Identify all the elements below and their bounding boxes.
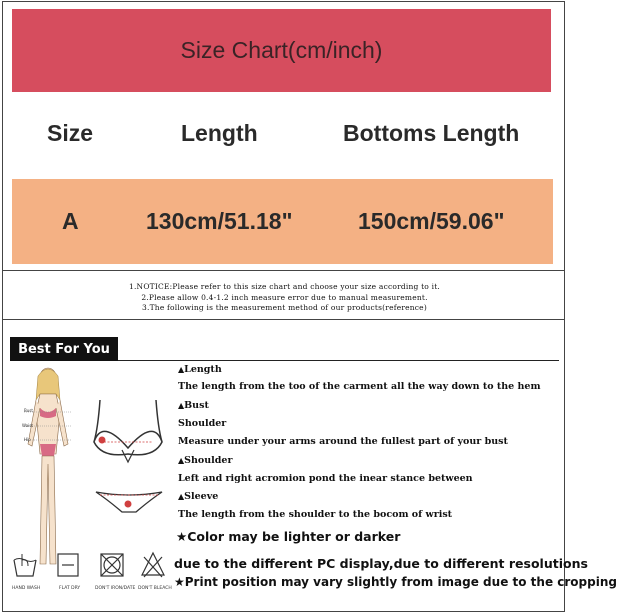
display-note: due to the different PC display,due to different resolutions [174, 556, 588, 571]
divider-top [2, 270, 565, 271]
care-label-hand-wash: HAND WASH [12, 586, 41, 591]
header-length: Length [181, 120, 258, 146]
figure-label-waist: Waist [22, 423, 33, 428]
header-size: Size [47, 120, 94, 146]
length-text: The length from the too of the carment all the way down to the hem [178, 381, 541, 392]
sleeve-heading: ▲ Sleeve [178, 491, 218, 502]
header-bottoms-length: Bottoms Length [343, 120, 520, 146]
flat-dry-icon [56, 552, 80, 578]
notice-3: 3.The following is the measurement method of our products(reference) [142, 303, 427, 312]
shoulder-text: Left and right acromion pond the inear stance between [178, 473, 473, 484]
bikini-bottom-icon [94, 488, 164, 516]
figure-label-hip: Hip [24, 437, 31, 442]
no-tumble-icon [99, 552, 125, 578]
bust-shoulder-text: Shoulder [178, 418, 227, 429]
bust-text: Measure under your arms around the fullest part of your bust [178, 436, 508, 447]
cell-length: 130cm/51.18" [146, 208, 293, 234]
bust-heading: ▲ Bust [178, 400, 209, 411]
care-label-no-iron: DON'T IRON/DATE [95, 586, 136, 591]
notice-1: 1.NOTICE:Please refer to this size chart and choose your size according to it. [129, 282, 440, 291]
divider-bottom [2, 319, 565, 320]
best-for-you-rule [118, 360, 559, 361]
cell-bottoms-length: 150cm/59.06" [358, 208, 505, 234]
notice-2: 2.Please allow 0.4-1.2 inch measure error due to manual measurement. [141, 293, 428, 302]
sleeve-text: The length from the shoulder to the bocom of wrist [178, 509, 453, 520]
figure-label-bust: Bust [24, 408, 33, 413]
care-label-no-bleach: DON'T BLEACH [138, 586, 172, 591]
color-note: ★ Color may be lighter or darker [176, 529, 400, 544]
hand-wash-icon [12, 552, 38, 580]
no-bleach-icon [140, 551, 166, 579]
bra-top-icon [90, 398, 166, 466]
length-heading: ▲ Length [178, 364, 222, 375]
size-chart-title: Size Chart(cm/inch) [180, 37, 383, 63]
care-label-flat-dry: FLAT DRY [59, 586, 81, 591]
best-for-you-badge: Best For You [10, 337, 118, 361]
shoulder-heading: ▲ Shoulder [178, 455, 232, 466]
model-figure-icon [18, 364, 78, 578]
cell-size: A [62, 208, 79, 234]
size-chart-title-bar [12, 9, 551, 92]
print-note: ★ Print position may vary slightly from image due to the cropping [174, 575, 617, 589]
